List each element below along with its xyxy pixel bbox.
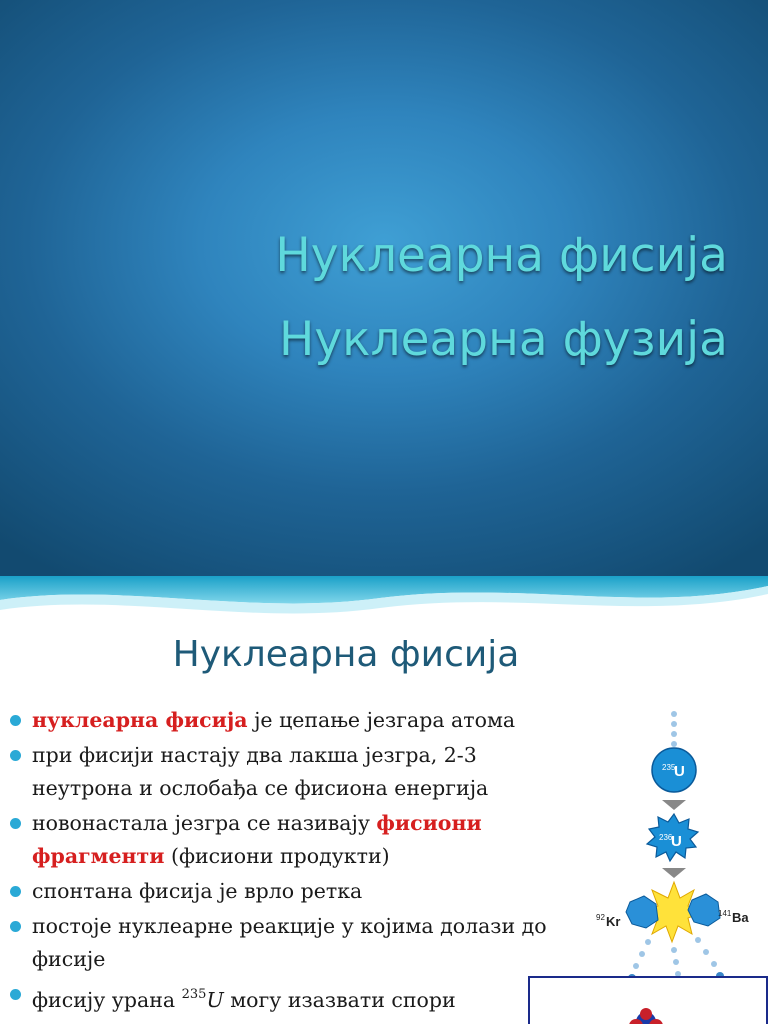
wave-header-decoration [0, 576, 768, 628]
bullet-icon [10, 715, 21, 726]
list-item [10, 704, 570, 737]
bullet-text: спонтана фисија је врло ретка [32, 879, 363, 903]
list-item [10, 875, 570, 908]
kr-symbol: Kr [606, 914, 621, 929]
nucleus-image-frame [528, 976, 768, 1024]
list-item [10, 739, 570, 805]
u236-symbol: U [671, 833, 682, 850]
u235-symbol: U [674, 763, 685, 780]
bullet-text: (фисиони продукти) [164, 844, 390, 868]
bullet-icon [10, 750, 21, 761]
bullet-text: могу изазвати спори [223, 988, 456, 1012]
bullet-text: фисију урана [32, 988, 182, 1012]
slide-heading: Нуклеарна фисија [172, 634, 520, 675]
emphasis-term: фисиони фрагменти [32, 811, 482, 868]
bullet-icon [10, 921, 21, 932]
kr-fragment [626, 896, 658, 928]
title-line-2: Нуклеарна фузија [278, 312, 728, 367]
emphasis-term: нуклеарна фисија [32, 708, 248, 732]
ba-fragment [688, 894, 720, 926]
list-item [10, 910, 570, 976]
emitted-neutrons [633, 937, 717, 977]
bullet-list [10, 704, 570, 1019]
bullet-icon [10, 818, 21, 829]
bullet-text: је цепање језгара атома [247, 708, 516, 732]
u236-mass: 236 [659, 833, 673, 842]
ba-symbol: Ba [732, 910, 749, 925]
kr-mass: 92 [596, 913, 605, 922]
bullet-text: постоје нуклеарне реакције у којима долази до фисије [32, 914, 547, 971]
arrow-down-icon [662, 868, 686, 878]
content-slide [0, 576, 768, 1024]
slide-title [275, 214, 728, 382]
neutron-path [671, 711, 677, 747]
ba-mass: 141 [718, 909, 732, 918]
list-item [10, 807, 570, 873]
bullet-text: новонастала језгра се називају [32, 811, 377, 835]
title-line-1: Нуклеарна фисија [275, 228, 728, 283]
bullet-icon [10, 989, 21, 1000]
nucleus-image [530, 978, 766, 1024]
arrow-down-icon [662, 800, 686, 810]
bullet-icon [10, 886, 21, 897]
list-item [10, 978, 570, 1017]
bullet-text: при фисији настају два лакша језгра, 2-3 неутрона и ослобађа се фисиона енергија [32, 743, 489, 800]
mass-number: 235 [181, 987, 207, 1002]
element-symbol: U [206, 988, 224, 1012]
u235-mass: 235 [662, 763, 676, 772]
